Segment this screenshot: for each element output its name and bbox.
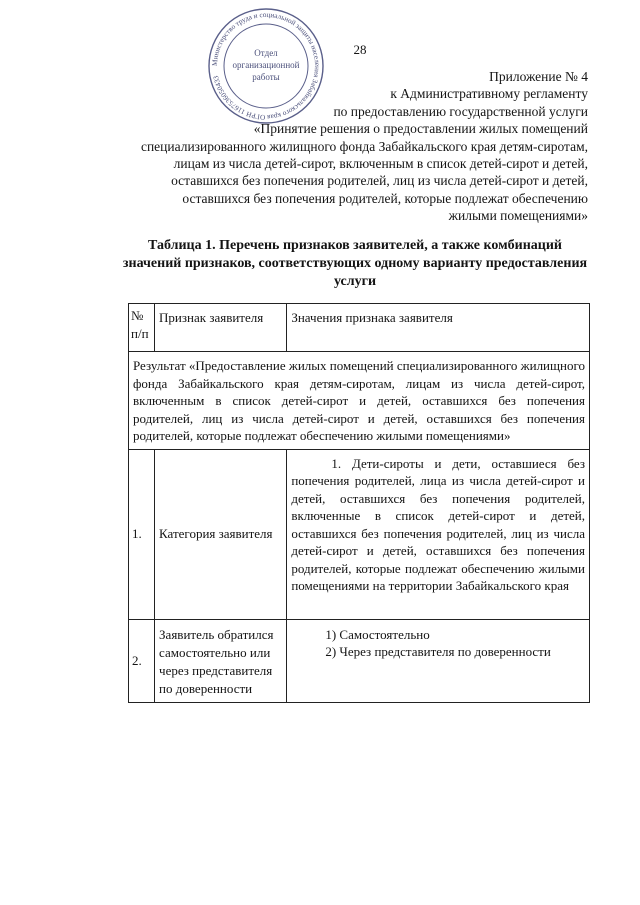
- appendix-line: к Административному регламенту: [390, 86, 588, 102]
- appendix-line: оставшихся без попечения родителей, которые подлежат обеспечению: [182, 190, 588, 206]
- row-number: 2.: [129, 619, 155, 702]
- appendix-header: [88, 68, 588, 225]
- appendix-line: жилыми помещениями»: [448, 208, 588, 224]
- stamp-line-3: работы: [252, 72, 280, 82]
- table-row: [129, 449, 590, 619]
- table-title-line: услуги: [333, 274, 377, 289]
- row-options: [287, 619, 590, 702]
- table-title-line: значений признаков, соответствующих одному варианту предоставления: [122, 256, 588, 271]
- row-attribute: Категория заявителя: [155, 449, 287, 619]
- table-title: [105, 237, 605, 291]
- stamp-line-1: Отдел: [254, 48, 278, 58]
- result-row: [129, 352, 590, 450]
- row-option: 1) Самостоятельно: [325, 626, 430, 642]
- appendix-line: лицам из числа детей-сирот, включенным в список детей-сирот и детей,: [173, 156, 588, 172]
- header-attribute: Признак заявителя: [155, 304, 287, 352]
- table-row: [129, 619, 590, 702]
- applicant-attributes-table: [128, 303, 590, 703]
- table-header-row: [129, 304, 590, 352]
- appendix-line: Приложение № 4: [489, 69, 588, 84]
- row-attribute: Заявитель обратился самостоятельно или через представителя по доверенности: [155, 619, 287, 702]
- header-number-line-2: п/п: [131, 325, 149, 341]
- row-number: 1.: [129, 449, 155, 619]
- appendix-line: специализированного жилищного фонда Забайкальского края детям-сиротам,: [140, 138, 588, 154]
- appendix-line: по предоставлению государственной услуги: [333, 103, 588, 119]
- header-number: [129, 304, 155, 352]
- stamp-line-2: организационной: [232, 60, 300, 70]
- row-option: 2) Через представителя по доверенности: [325, 644, 551, 659]
- result-text: Результат «Предоставление жилых помещений специализированного жилищного фонда Забайкальского края детям-сиротам, лицам из числа детей-сирот, включенным в список детей-сирот и детей, оставшихся без попечения родителей, лиц из числа детей-сирот и детей, оставшихся без попечения родителей, которые подлежат обеспечению жилыми помещениями»: [129, 352, 590, 450]
- stamp-ring-text: Министерство труда и социальной защиты населения Забайкальского края ОГРН 1167536050433: [210, 10, 322, 122]
- page-number: 28: [353, 42, 367, 57]
- header-values: Значения признака заявителя: [287, 304, 590, 352]
- header-number-line-1: №: [131, 308, 144, 323]
- appendix-line: оставшихся без попечения родителей, лиц из числа детей-сирот и детей,: [171, 173, 588, 189]
- appendix-line: «Принятие решения о предоставлении жилых помещений: [253, 121, 588, 137]
- table-title-line: Таблица 1. Перечень признаков заявителей, а также комбинаций: [148, 238, 562, 253]
- row-value: 1. Дети-сироты и дети, оставшиеся без попечения родителей, лица из числа детей-сирот и детей, оставшихся без попечения родителей, включенные в список детей-сирот и детей, оставшихся без попечения родителей, лиц из числа детей-сирот и детей, оставшихся без попечения родителей, которые подлежат обеспечению жилыми помещениями на территории Забайкальского края: [287, 449, 590, 619]
